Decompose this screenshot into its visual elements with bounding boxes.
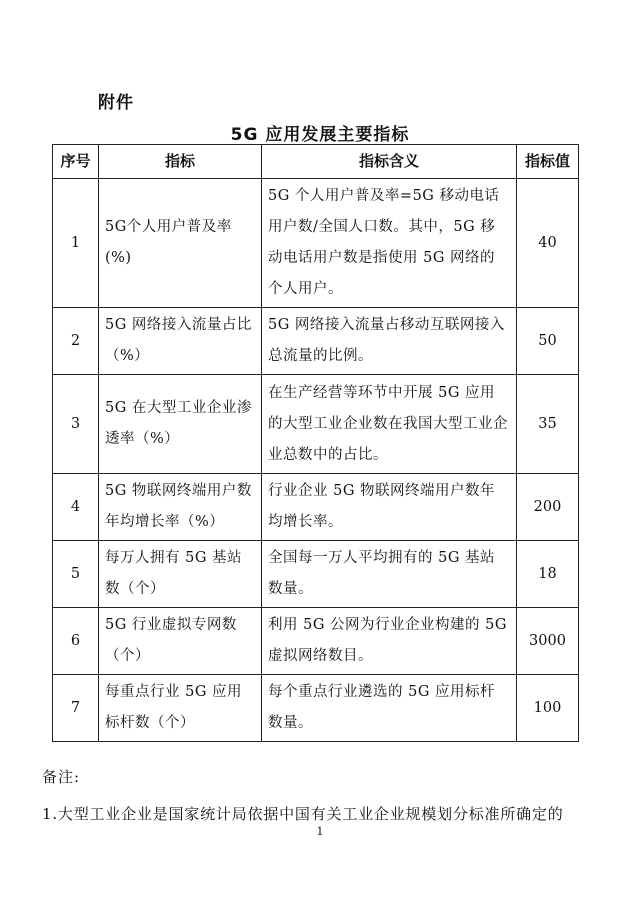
table-row	[53, 541, 579, 608]
header-definition: 指标含义	[262, 145, 517, 179]
row-indicator: 5G 网络接入流量占比（%）	[99, 308, 262, 375]
row-value: 200	[517, 474, 579, 541]
row-value: 35	[517, 375, 579, 474]
row-definition: 行业企业 5G 物联网终端用户数年均增长率。	[262, 474, 517, 541]
row-number: 4	[53, 474, 99, 541]
row-number: 5	[53, 541, 99, 608]
page-number: 1	[316, 825, 324, 838]
row-indicator: 5G个人用户普及率(%)	[99, 179, 262, 308]
row-number: 1	[53, 179, 99, 308]
header-indicator: 指标	[99, 145, 262, 179]
row-definition: 在生产经营等环节中开展 5G 应用的大型工业企业数在我国大型工业企业总数中的占比。	[262, 375, 517, 474]
page-title: 5G 应用发展主要指标	[230, 125, 410, 145]
row-value: 3000	[517, 608, 579, 675]
row-value: 100	[517, 675, 579, 742]
row-number: 7	[53, 675, 99, 742]
row-number: 3	[53, 375, 99, 474]
row-indicator: 5G 在大型工业企业渗透率（%）	[99, 375, 262, 474]
row-definition: 每个重点行业遴选的 5G 应用标杆数量。	[262, 675, 517, 742]
row-indicator: 每万人拥有 5G 基站数（个）	[99, 541, 262, 608]
row-indicator: 每重点行业 5G 应用标杆数（个）	[99, 675, 262, 742]
row-indicator: 5G 行业虚拟专网数（个）	[99, 608, 262, 675]
notes-label: 备注:	[42, 768, 81, 786]
table-row	[53, 179, 579, 308]
table-row	[53, 474, 579, 541]
indicators-table	[52, 144, 579, 742]
table-row	[53, 608, 579, 675]
row-value: 40	[517, 179, 579, 308]
row-definition: 5G 个人用户普及率=5G 移动电话用户数/全国人口数。其中，5G 移动电话用户数是指使用 5G 网络的个人用户。	[262, 179, 517, 308]
header-number: 序号	[53, 145, 99, 179]
header-value: 指标值	[517, 145, 579, 179]
table-row	[53, 375, 579, 474]
row-definition: 利用 5G 公网为行业企业构建的 5G 虚拟网络数目。	[262, 608, 517, 675]
row-number: 6	[53, 608, 99, 675]
table-header-row	[53, 145, 579, 179]
row-definition: 全国每一万人平均拥有的 5G 基站数量。	[262, 541, 517, 608]
table-row	[53, 308, 579, 375]
row-indicator: 5G 物联网终端用户数年均增长率（%）	[99, 474, 262, 541]
note-line-1: 1.大型工业企业是国家统计局依据中国有关工业企业规模划分标准所确定的	[42, 805, 564, 823]
table-row	[53, 675, 579, 742]
row-value: 18	[517, 541, 579, 608]
attachment-label: 附件	[98, 93, 134, 113]
row-number: 2	[53, 308, 99, 375]
row-definition: 5G 网络接入流量占移动互联网接入总流量的比例。	[262, 308, 517, 375]
row-value: 50	[517, 308, 579, 375]
